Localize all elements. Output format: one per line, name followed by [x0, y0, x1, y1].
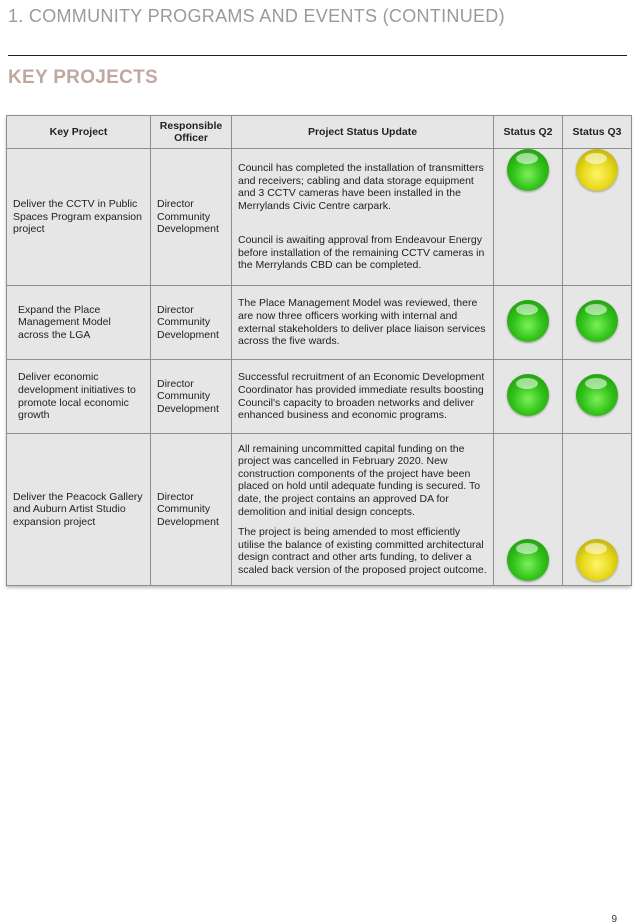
- officer-cell: Director Community Development: [151, 360, 232, 434]
- key-projects-table-wrap: [6, 115, 631, 586]
- status-q2-indicator-icon: [507, 149, 549, 191]
- page-number: 9: [611, 914, 617, 924]
- status-q2-cell: [494, 286, 563, 360]
- status-update-paragraph: All remaining uncommitted capital funding on the project was cancelled in February 2020. New construction components of the project have been placed on hold until adequate funding is secured. To date, the project contains an approved DA for demolition and initial design concepts.: [238, 442, 481, 518]
- status-q3-cell: [563, 149, 632, 286]
- key-projects-table: [6, 115, 632, 586]
- status-q3-indicator-icon: [576, 300, 618, 342]
- column-header-status-q3: Status Q3: [563, 116, 632, 149]
- divider: [8, 55, 627, 56]
- status-update-cell: [232, 149, 494, 286]
- table-row: [7, 149, 632, 286]
- column-header-status-q2: Status Q2: [494, 116, 563, 149]
- status-q3-indicator-icon: [576, 539, 618, 581]
- officer-cell: Director Community Development: [151, 286, 232, 360]
- status-update-cell: [232, 360, 494, 434]
- status-q2-indicator-icon: [507, 374, 549, 416]
- column-header-responsible-officer: Responsible Officer: [151, 116, 232, 149]
- section-title: 1. COMMUNITY PROGRAMS AND EVENTS (CONTINUED): [8, 6, 505, 26]
- status-q3-indicator-icon: [576, 374, 618, 416]
- status-update-paragraph: Council has completed the installation of transmitters and receivers; cabling and data storage equipment and 3 CCTV cameras have been installed in the Merrylands Civic Centre carpark.: [238, 161, 484, 212]
- page-subtitle: KEY PROJECTS: [8, 67, 159, 88]
- table-row: [7, 434, 632, 586]
- project-cell: Deliver the Peacock Gallery and Auburn Artist Studio expansion project: [7, 434, 151, 586]
- status-q2-cell: [494, 360, 563, 434]
- status-update-paragraph: The Place Management Model was reviewed, there are now three officers working with internal and external stakeholders to deliver place liaison services across the five wards.: [238, 297, 486, 348]
- status-q2-cell: [494, 149, 563, 286]
- status-q3-cell: [563, 434, 632, 586]
- status-update-cell: [232, 434, 494, 586]
- table-row: [7, 286, 632, 360]
- status-update-paragraph: Successful recruitment of an Economic Development Coordinator has provided immediate results boosting Council's capacity to broaden networks and deliver enhanced business and economic programs.: [238, 371, 485, 422]
- status-update-cell: [232, 286, 494, 360]
- status-q3-cell: [563, 286, 632, 360]
- project-cell: Expand the Place Management Model across the LGA: [7, 286, 151, 360]
- table-row: [7, 360, 632, 434]
- status-q2-indicator-icon: [507, 539, 549, 581]
- officer-cell: Director Community Development: [151, 434, 232, 586]
- status-q3-cell: [563, 360, 632, 434]
- table-header-row: [7, 116, 632, 149]
- project-cell: Deliver economic development initiatives to promote local economic growth: [7, 360, 151, 434]
- status-update-paragraph: The project is being amended to most efficiently utilise the balance of existing committed architectural design contract and other arts funding, to deliver a scaled back version of the proposed project outcome.: [238, 526, 487, 576]
- project-cell: Deliver the CCTV in Public Spaces Program expansion project: [7, 149, 151, 286]
- status-q2-cell: [494, 434, 563, 586]
- status-q3-indicator-icon: [576, 149, 618, 191]
- status-q2-indicator-icon: [507, 300, 549, 342]
- column-header-status-update: Project Status Update: [232, 116, 494, 149]
- column-header-key-project: Key Project: [7, 116, 151, 149]
- status-update-paragraph: Council is awaiting approval from Endeavour Energy before installation of the remaining CCTV cameras in the Merrylands CBD can be completed.: [238, 234, 485, 272]
- officer-cell: Director Community Development: [151, 149, 232, 286]
